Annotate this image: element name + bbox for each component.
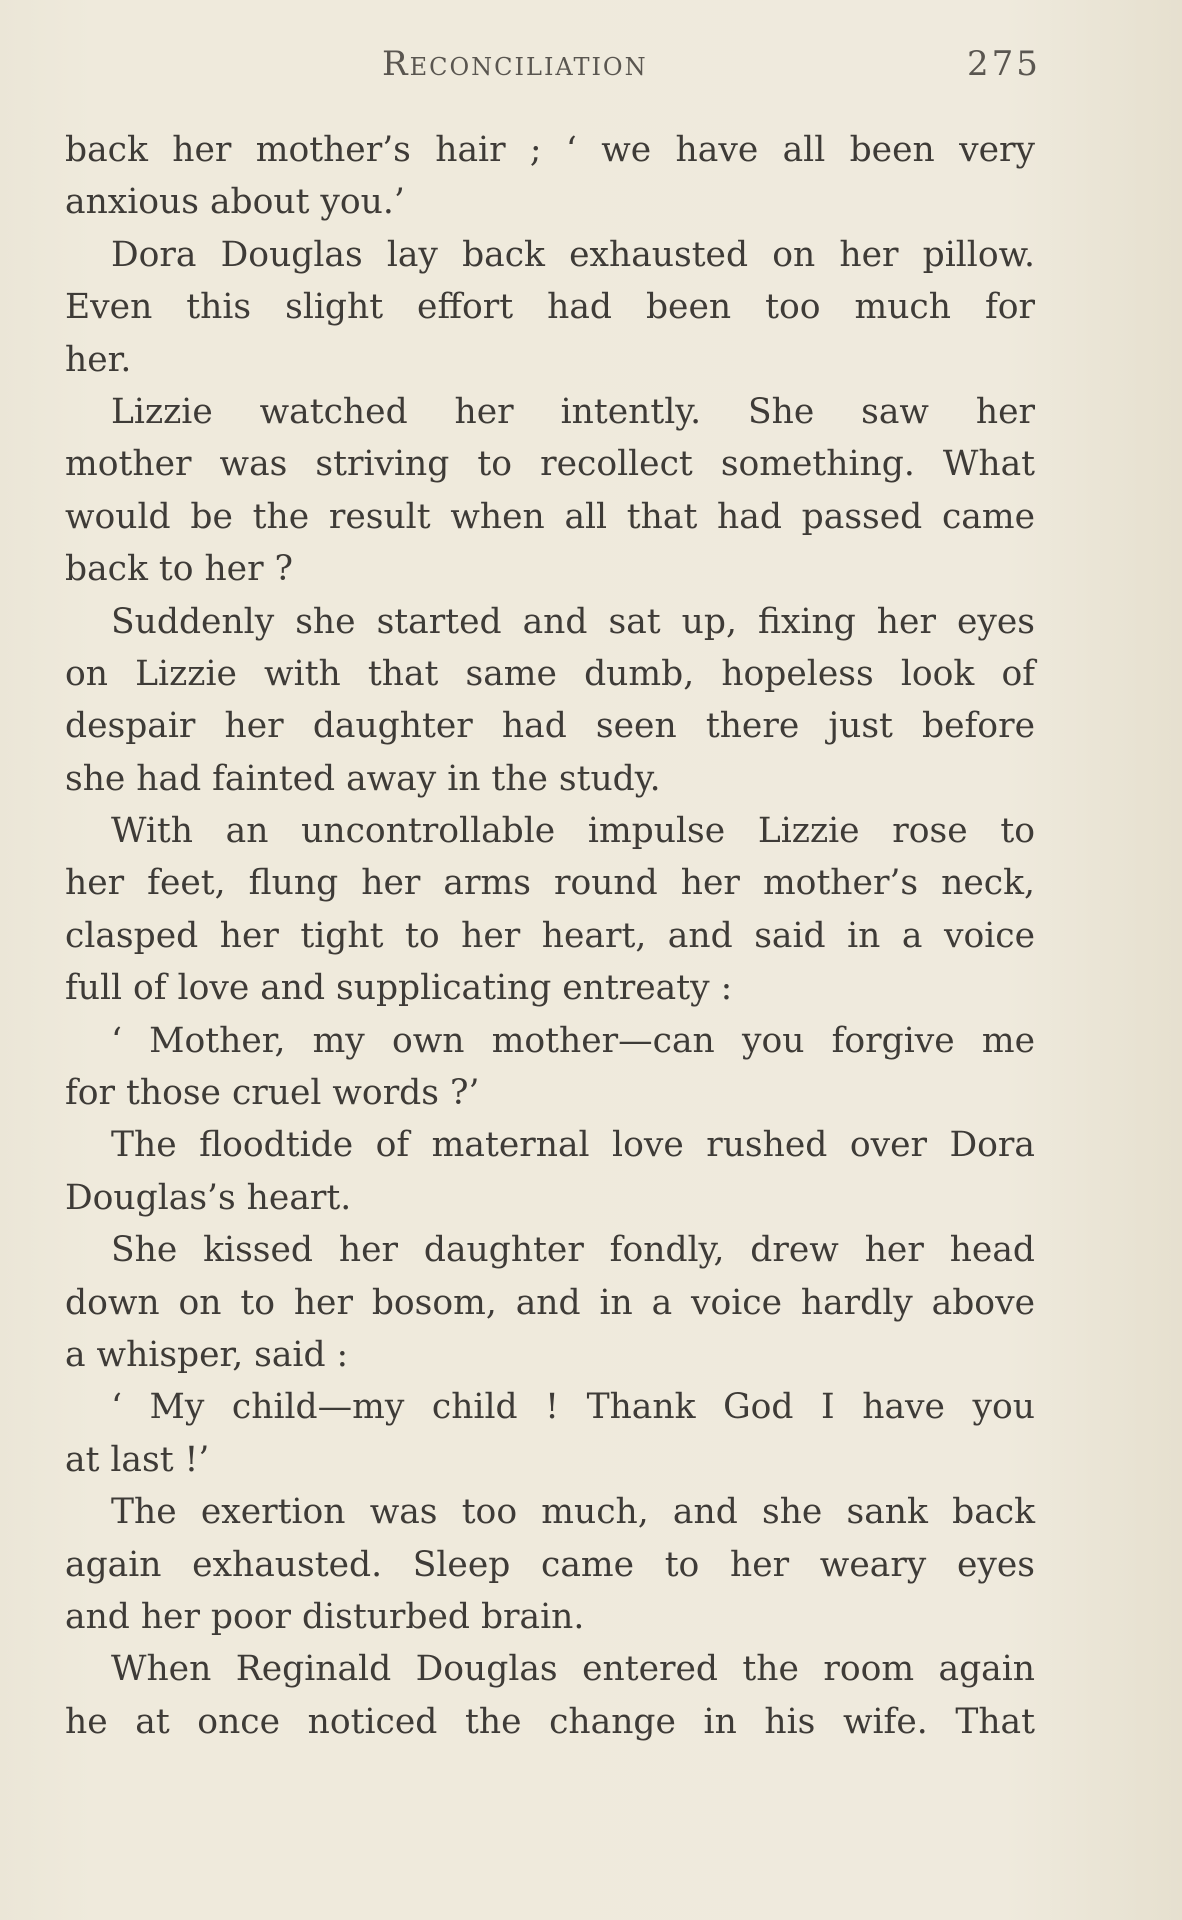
text-line: despair her daughter had seen there just before [65,706,1035,747]
text-line: Even this slight effort had been too much for [65,287,1035,328]
text-line: again exhausted. Sleep came to her weary eyes [65,1544,1035,1585]
text-line: Lizzie watched her intently. She saw her [111,391,1035,432]
text-line: With an uncontrollable impulse Lizzie rose to [111,811,1035,852]
text-line: mother was striving to recollect something. What [65,444,1035,485]
text-line: ‘ Mother, my own mother—can you forgive me [111,1020,1035,1061]
text-line: at last !’ [65,1439,210,1480]
text-line: a whisper, said : [65,1334,349,1375]
text-line: full of love and supplicating entreaty : [65,968,733,1009]
text-line: clasped her tight to her heart, and said in a voice [65,915,1035,956]
text-line: he at once noticed the change in his wife. That [65,1701,1035,1742]
text-line: her feet, flung her arms round her mother’s neck, [65,863,1035,904]
text-line: and her poor disturbed brain. [65,1596,585,1637]
text-line: she had fainted away in the study. [65,758,661,799]
text-line: would be the result when all that had passed came [65,496,1035,537]
text-line: anxious about you.’ [65,182,405,223]
text-line: ‘ My child—my child ! Thank God I have you [111,1387,1035,1428]
body-text [65,124,1035,1748]
text-line: Suddenly she started and sat up, fixing her eyes [111,601,1035,642]
text-line: The exertion was too much, and she sank back [111,1492,1035,1533]
text-line: Douglas’s heart. [65,1177,352,1218]
text-line: When Reginald Douglas entered the room again [111,1649,1035,1690]
running-head [0,40,1182,100]
text-line: back to her ? [65,549,294,590]
page-number: 275 [967,44,1041,84]
text-line: back her mother’s hair ; ‘ we have all been very [65,130,1035,170]
running-title: Reconciliation [382,44,648,84]
text-line: The floodtide of maternal love rushed over Dora [111,1125,1035,1166]
text-line: She kissed her daughter fondly, drew her head [111,1230,1035,1271]
text-line: down on to her bosom, and in a voice hardly above [65,1282,1035,1323]
text-line: on Lizzie with that same dumb, hopeless look of [65,653,1035,694]
text-line: for those cruel words ?’ [65,1073,480,1114]
text-line: Dora Douglas lay back exhausted on her pillow. [111,234,1035,275]
text-line: her. [65,339,132,380]
